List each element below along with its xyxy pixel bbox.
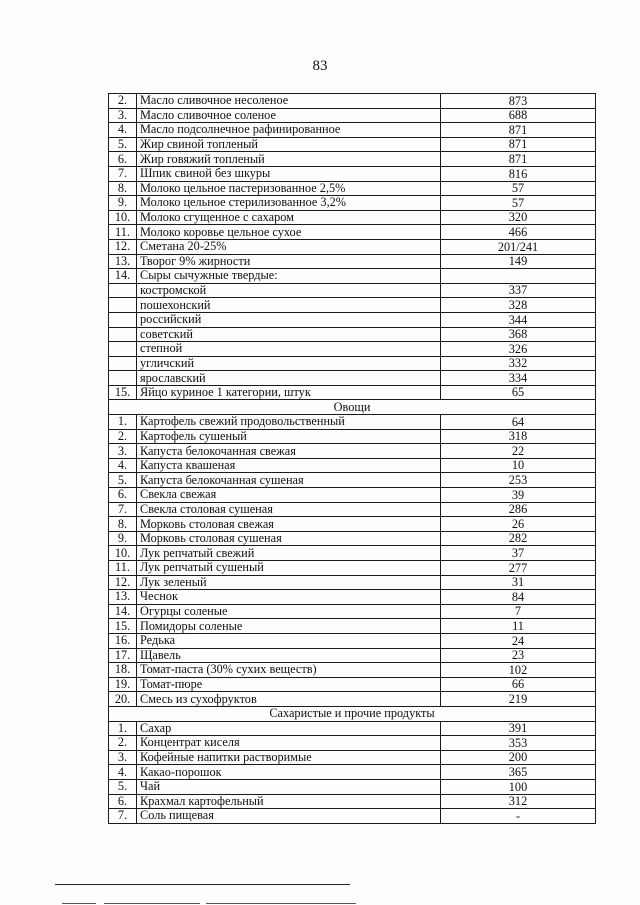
energy-value: -: [441, 809, 596, 824]
product-name: Помидоры соленые: [137, 619, 441, 634]
table-row: [109, 327, 596, 342]
row-number: 13.: [109, 254, 137, 269]
energy-value: 365: [441, 765, 596, 780]
table-row: [109, 108, 596, 123]
energy-value: 100: [441, 779, 596, 794]
table-row: [109, 648, 596, 663]
footer-mark: [206, 903, 356, 904]
energy-value: 871: [441, 123, 596, 138]
table-row: [109, 750, 596, 765]
table-row: [109, 488, 596, 503]
product-name: Редька: [137, 633, 441, 648]
product-name: угличский: [137, 356, 441, 371]
energy-value: 871: [441, 152, 596, 167]
row-number: 8.: [109, 181, 137, 196]
product-name: Жир свиной топленый: [137, 137, 441, 152]
row-number: 1.: [109, 415, 137, 430]
row-number: 6.: [109, 794, 137, 809]
row-number: 2.: [109, 94, 137, 109]
row-number: 11.: [109, 561, 137, 576]
energy-value: 320: [441, 210, 596, 225]
energy-value: 26: [441, 517, 596, 532]
energy-value: 57: [441, 181, 596, 196]
table-body: [109, 94, 596, 824]
energy-value: 337: [441, 283, 596, 298]
table-row: [109, 312, 596, 327]
table-row: [109, 633, 596, 648]
table-row: [109, 269, 596, 284]
energy-value: 23: [441, 648, 596, 663]
energy-value: 318: [441, 429, 596, 444]
row-number: 17.: [109, 648, 137, 663]
row-number: 15.: [109, 385, 137, 400]
row-number: 20.: [109, 692, 137, 707]
row-number: 11.: [109, 225, 137, 240]
energy-value: 871: [441, 137, 596, 152]
product-name: Томат-паста (30% сухих веществ): [137, 663, 441, 678]
table-row: [109, 123, 596, 138]
energy-value: 57: [441, 196, 596, 211]
energy-value: 31: [441, 575, 596, 590]
row-number: 4.: [109, 458, 137, 473]
product-name: Сметана 20-25%: [137, 239, 441, 254]
product-name: ярославский: [137, 371, 441, 386]
product-name: Масло сливочное несоленое: [137, 94, 441, 109]
row-number: 1.: [109, 721, 137, 736]
energy-value: 84: [441, 590, 596, 605]
table-row: [109, 298, 596, 313]
row-number: 5.: [109, 137, 137, 152]
product-name: Масло подсолнечное рафинированное: [137, 123, 441, 138]
energy-value: 22: [441, 444, 596, 459]
table-row: [109, 619, 596, 634]
table-row: [109, 677, 596, 692]
energy-value: 873: [441, 94, 596, 109]
energy-value: 66: [441, 677, 596, 692]
product-name: Картофель сушеный: [137, 429, 441, 444]
nutrition-table: [108, 93, 596, 824]
product-name: советский: [137, 327, 441, 342]
table-row: [109, 809, 596, 824]
row-number: [109, 342, 137, 357]
energy-value: 332: [441, 356, 596, 371]
product-name: Жир говяжий топленый: [137, 152, 441, 167]
product-name: Кофейные напитки растворимые: [137, 750, 441, 765]
page-number: 83: [312, 58, 328, 74]
row-number: 13.: [109, 590, 137, 605]
row-number: 7.: [109, 809, 137, 824]
table-row: [109, 663, 596, 678]
energy-value: 328: [441, 298, 596, 313]
energy-value: 277: [441, 561, 596, 576]
product-name: Лук зеленый: [137, 575, 441, 590]
product-name: Свекла столовая сушеная: [137, 502, 441, 517]
table-row: [109, 254, 596, 269]
product-name: Щавель: [137, 648, 441, 663]
table-row: [109, 765, 596, 780]
row-number: 19.: [109, 677, 137, 692]
table-row: [109, 794, 596, 809]
product-name: Молоко сгущенное с сахаром: [137, 210, 441, 225]
row-number: 14.: [109, 604, 137, 619]
row-number: 9.: [109, 196, 137, 211]
row-number: 6.: [109, 152, 137, 167]
row-number: 10.: [109, 210, 137, 225]
product-name: Томат-пюре: [137, 677, 441, 692]
row-number: 3.: [109, 750, 137, 765]
table-row: [109, 473, 596, 488]
product-name: Молоко цельное пастеризованное 2,5%: [137, 181, 441, 196]
table-row: [109, 342, 596, 357]
product-name: пошехонский: [137, 298, 441, 313]
row-number: [109, 327, 137, 342]
table-row: [109, 371, 596, 386]
table-row: [109, 590, 596, 605]
product-name: степной: [137, 342, 441, 357]
energy-value: 149: [441, 254, 596, 269]
energy-value: 688: [441, 108, 596, 123]
row-number: 3.: [109, 444, 137, 459]
product-name: Свекла свежая: [137, 488, 441, 503]
table-row: [109, 429, 596, 444]
row-number: 2.: [109, 429, 137, 444]
row-number: 6.: [109, 488, 137, 503]
energy-value: 391: [441, 721, 596, 736]
table-row: [109, 181, 596, 196]
table-row: [109, 152, 596, 167]
table-row: [109, 210, 596, 225]
table-row: [109, 736, 596, 751]
energy-value: 24: [441, 633, 596, 648]
table-row: [109, 502, 596, 517]
row-number: [109, 312, 137, 327]
energy-value: 39: [441, 488, 596, 503]
table-row: [109, 283, 596, 298]
table-row: [109, 517, 596, 532]
table-row: [109, 458, 596, 473]
row-number: [109, 371, 137, 386]
row-number: 5.: [109, 473, 137, 488]
product-name: Картофель свежий продовольственный: [137, 415, 441, 430]
table-row: [109, 546, 596, 561]
table-row: [109, 575, 596, 590]
table-row: [109, 604, 596, 619]
footer-mark: [62, 903, 96, 904]
product-name: Морковь столовая свежая: [137, 517, 441, 532]
row-number: [109, 283, 137, 298]
table-row: [109, 137, 596, 152]
row-number: 10.: [109, 546, 137, 561]
product-name: Какао-порошок: [137, 765, 441, 780]
table-row: [109, 531, 596, 546]
table-row: [109, 166, 596, 181]
product-name: Масло сливочное соленое: [137, 108, 441, 123]
row-number: 18.: [109, 663, 137, 678]
energy-value: 11: [441, 619, 596, 634]
product-name: Лук репчатый сушеный: [137, 561, 441, 576]
product-name: Сахар: [137, 721, 441, 736]
energy-value: 353: [441, 736, 596, 751]
table-row: [109, 692, 596, 707]
energy-value: 368: [441, 327, 596, 342]
table-row: [109, 94, 596, 109]
table-row: [109, 779, 596, 794]
product-name: Капуста квашеная: [137, 458, 441, 473]
energy-value: 334: [441, 371, 596, 386]
table-row: [109, 356, 596, 371]
energy-value: 286: [441, 502, 596, 517]
energy-value: 253: [441, 473, 596, 488]
product-name: Лук репчатый свежий: [137, 546, 441, 561]
energy-value: 200: [441, 750, 596, 765]
section-header-row: [109, 400, 596, 415]
energy-value: 816: [441, 166, 596, 181]
section-header-row: [109, 706, 596, 721]
row-number: 14.: [109, 269, 137, 284]
energy-value: 102: [441, 663, 596, 678]
energy-value: [441, 269, 596, 284]
energy-value: 64: [441, 415, 596, 430]
row-number: 7.: [109, 502, 137, 517]
table-row: [109, 444, 596, 459]
row-number: 16.: [109, 633, 137, 648]
energy-value: 7: [441, 604, 596, 619]
section-title: Овощи: [109, 400, 596, 415]
product-name: Соль пищевая: [137, 809, 441, 824]
energy-value: 344: [441, 312, 596, 327]
product-name: российский: [137, 312, 441, 327]
row-number: 12.: [109, 239, 137, 254]
row-number: 5.: [109, 779, 137, 794]
row-number: 15.: [109, 619, 137, 634]
product-name: Молоко коровье цельное сухое: [137, 225, 441, 240]
row-number: [109, 356, 137, 371]
row-number: 2.: [109, 736, 137, 751]
section-title: Сахаристые и прочие продукты: [109, 706, 596, 721]
energy-value: 312: [441, 794, 596, 809]
energy-value: 466: [441, 225, 596, 240]
table-row: [109, 385, 596, 400]
table-row: [109, 721, 596, 736]
product-name: Крахмал картофельный: [137, 794, 441, 809]
table-row: [109, 415, 596, 430]
product-name: Морковь столовая сушеная: [137, 531, 441, 546]
energy-value: 10: [441, 458, 596, 473]
product-name: Молоко цельное стерилизованное 3,2%: [137, 196, 441, 211]
product-name: Огурцы соленые: [137, 604, 441, 619]
product-name: Смесь из сухофруктов: [137, 692, 441, 707]
energy-value: 201/241: [441, 239, 596, 254]
product-name: Чай: [137, 779, 441, 794]
footer-mark: [104, 903, 200, 904]
product-name: Концентрат киселя: [137, 736, 441, 751]
energy-value: 65: [441, 385, 596, 400]
row-number: 9.: [109, 531, 137, 546]
row-number: 4.: [109, 123, 137, 138]
table-row: [109, 196, 596, 211]
product-name: Яйцо куриное 1 категории, штук: [137, 385, 441, 400]
row-number: [109, 298, 137, 313]
table-row: [109, 561, 596, 576]
energy-value: 282: [441, 531, 596, 546]
row-number: 12.: [109, 575, 137, 590]
row-number: 8.: [109, 517, 137, 532]
table-row: [109, 239, 596, 254]
energy-value: 326: [441, 342, 596, 357]
product-name: Творог 9% жирности: [137, 254, 441, 269]
product-name: костромской: [137, 283, 441, 298]
product-name: Шпик свиной без шкуры: [137, 166, 441, 181]
footer-rule: [55, 884, 350, 885]
energy-value: 219: [441, 692, 596, 707]
row-number: 4.: [109, 765, 137, 780]
energy-value: 37: [441, 546, 596, 561]
product-name: Капуста белокочанная сушеная: [137, 473, 441, 488]
product-name: Чеснок: [137, 590, 441, 605]
table-row: [109, 225, 596, 240]
product-name: Капуста белокочанная свежая: [137, 444, 441, 459]
product-name: Сыры сычужные твердые:: [137, 269, 441, 284]
row-number: 7.: [109, 166, 137, 181]
row-number: 3.: [109, 108, 137, 123]
